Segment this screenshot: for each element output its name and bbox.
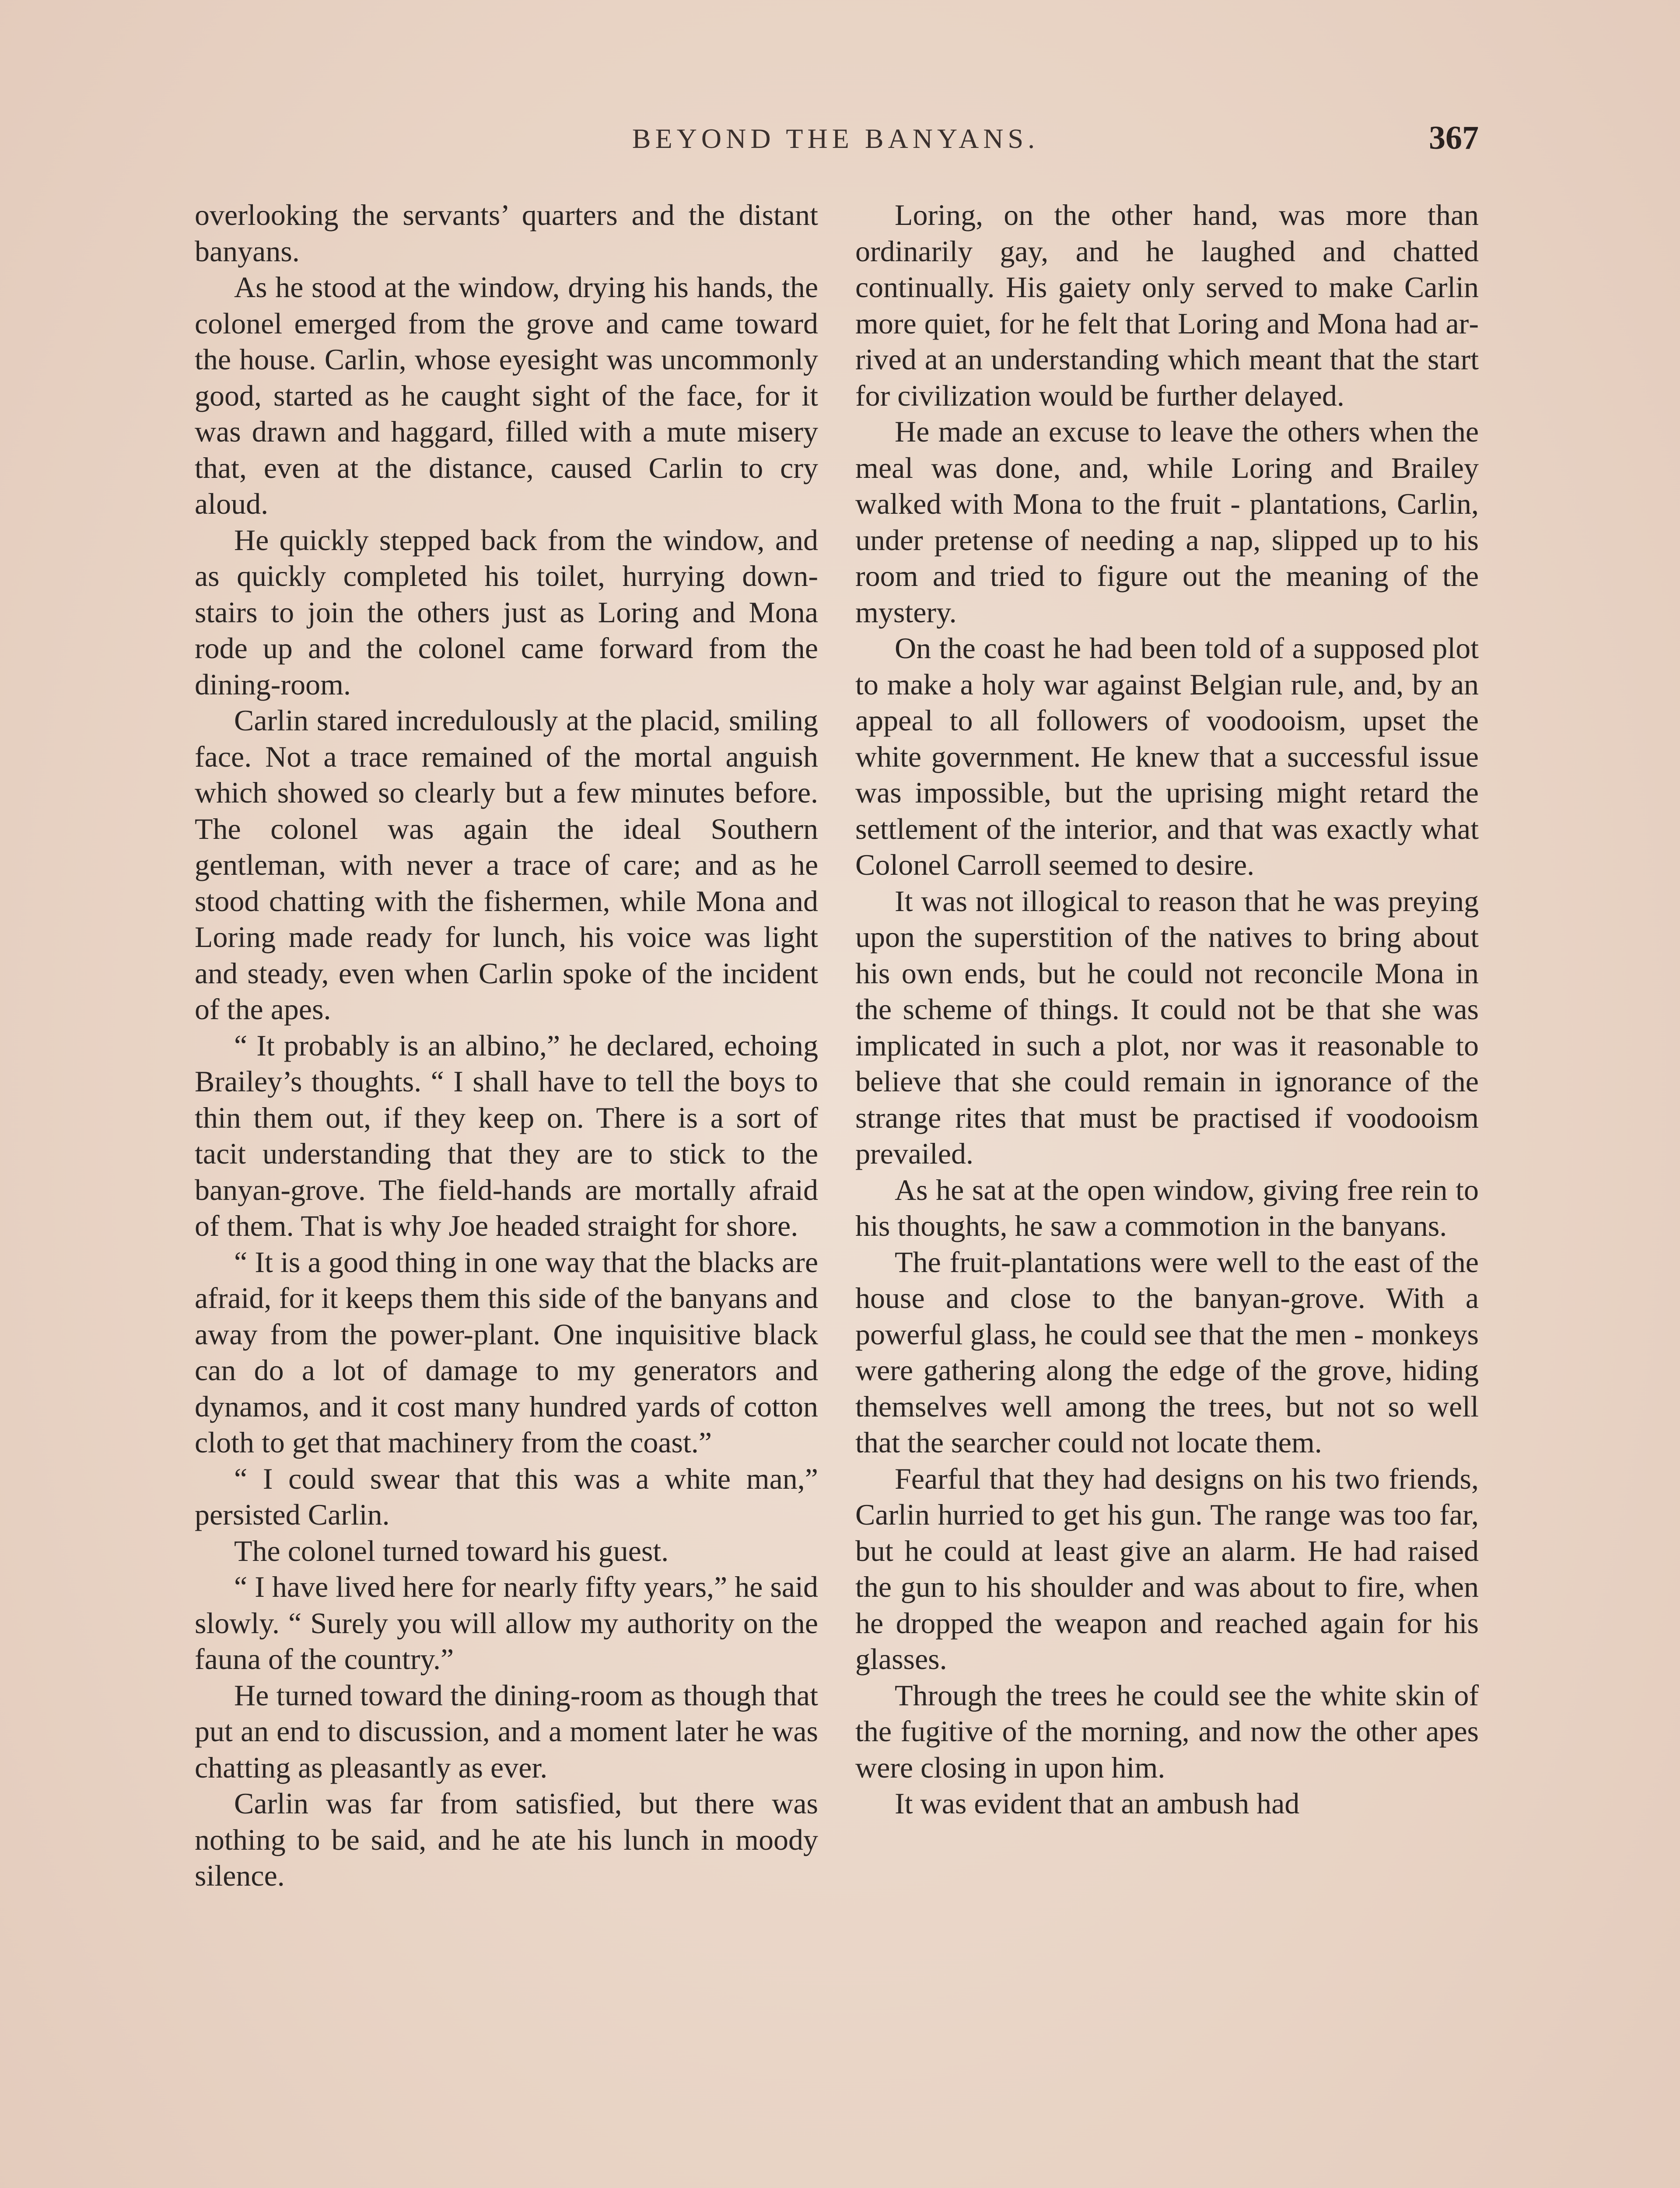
page-number: 367 [1429,119,1479,156]
paragraph: Fearful that they had designs on his two friends, Carlin hurried to get his gun. The range was too far, but he could at least give an alarm. He had raised the gun to his shoulder and was about to fire, when he dropped the weapon and reached again for his glasses. [855,1462,1479,1676]
paragraph: As he sat at the open window, giving free rein to his thoughts, he saw a commotion in the banyans. [855,1173,1479,1242]
paragraph: Carlin stared incredulously at the placid, smiling face. Not a trace remained of the mortal anguish which showed so clearly but a few minutes before. The colonel was again the ideal Southern gentleman, with never a trace of care; and as he stood chatting with the fishermen, while Mona and Loring made ready for lunch, his voice was light and steady, even when Carlin spoke of the incident of the apes. [195,704,818,1026]
paragraph: On the coast he had been told of a supposed plot to make a holy war against Belgian rule, and, by an appeal to all followers of voodooism, upset the white government. He knew that a successful issue was impossible, but the uprising might retard the settlement of the interior, and that was exactly what Colonel Carroll seemed to desire. [855,631,1479,881]
paragraph: It was not illogical to reason that he was preying upon the superstition of the natives to bring about his own ends, but he could not reconcile Mona in the scheme of things. It could not be that she was implicated in such a plot, nor was it reasonable to believe that she could remain in ignorance of the strange rites that must be practised if voodooism prevailed. [855,884,1479,1170]
paragraph: As he stood at the window, drying his hands, the colonel emerged from the grove and came toward the house. Carlin, whose eyesight was uncommonly good, started as he caught sight of the face, for it was drawn and haggard, filled with a mute misery that, even at the distance, caused Carlin to cry aloud. [195,270,818,520]
paragraph: He made an excuse to leave the others when the meal was done, and, while Loring and Brailey walked with Mona to the fruit - plantations, Carlin, under pretense of needing a nap, slipped up to his room and tried to figure out the meaning of the mystery. [855,415,1479,629]
paragraph: overlooking the servants’ quarters and the distant banyans. [195,198,818,268]
paragraph: Through the trees he could see the white skin of the fugitive of the morning, and now the other apes were closing in upon him. [855,1678,1479,1784]
paragraph: The fruit-plantations were well to the east of the house and close to the banyan-grove. With a powerful glass, he could see that the men - monkeys were gathering along the edge of the grove, hiding themselves well among the trees, but not so well that the searcher could not locate them. [855,1245,1479,1459]
paragraph: “ It is a good thing in one way that the blacks are afraid, for it keeps them this side of the banyans and away from the power-plant. One inquisitive black can do a lot of damage to my generators and dynamos, and it cost many hundred yards of cotton cloth to get that machinery from the coast.” [195,1245,818,1459]
left-column [195,197,818,1894]
paragraph: Carlin was far from satisfied, but there was nothing to be said, and he ate his lunch in moody silence. [195,1787,818,1892]
paragraph: “ I have lived here for nearly fifty years,” he said slowly. “ Surely you will allow my authority on the fauna of the country.” [195,1570,818,1676]
running-title: BEYOND THE BANYANS. [632,123,1040,154]
paragraph: “ It probably is an albino,” he declared, echoing Brailey’s thoughts. “ I shall have to tell the boys to thin them out, if they keep on. There is a sort of tacit understanding that they are to stick to the banyan-grove. The field-hands are mortally afraid of them. That is why Joe headed straight for shore. [195,1028,818,1242]
paragraph: “ I could swear that this was a white man,” persisted Carlin. [195,1462,818,1531]
paragraph: It was evident that an ambush had [895,1787,1300,1820]
right-column [855,197,1479,1822]
page-header [192,119,1479,171]
paragraph: The colonel turned toward his guest. [234,1534,669,1567]
paragraph: He quickly stepped back from the window, and as quickly completed his toilet, hurrying down-stairs to join the others just as Loring and Mona rode up and the colonel came forward from the dining-room. [195,523,818,701]
paragraph: Loring, on the other hand, was more than ordinarily gay, and he laughed and chatted continually. His gaiety only served to make Carlin more quiet, for he felt that Loring and Mona had arrived at an understanding which meant that the start for civilization would be further delayed. [855,198,1479,412]
paragraph: He turned toward the dining-room as though that put an end to discussion, and a moment later he was chatting as pleasantly as ever. [195,1678,818,1784]
